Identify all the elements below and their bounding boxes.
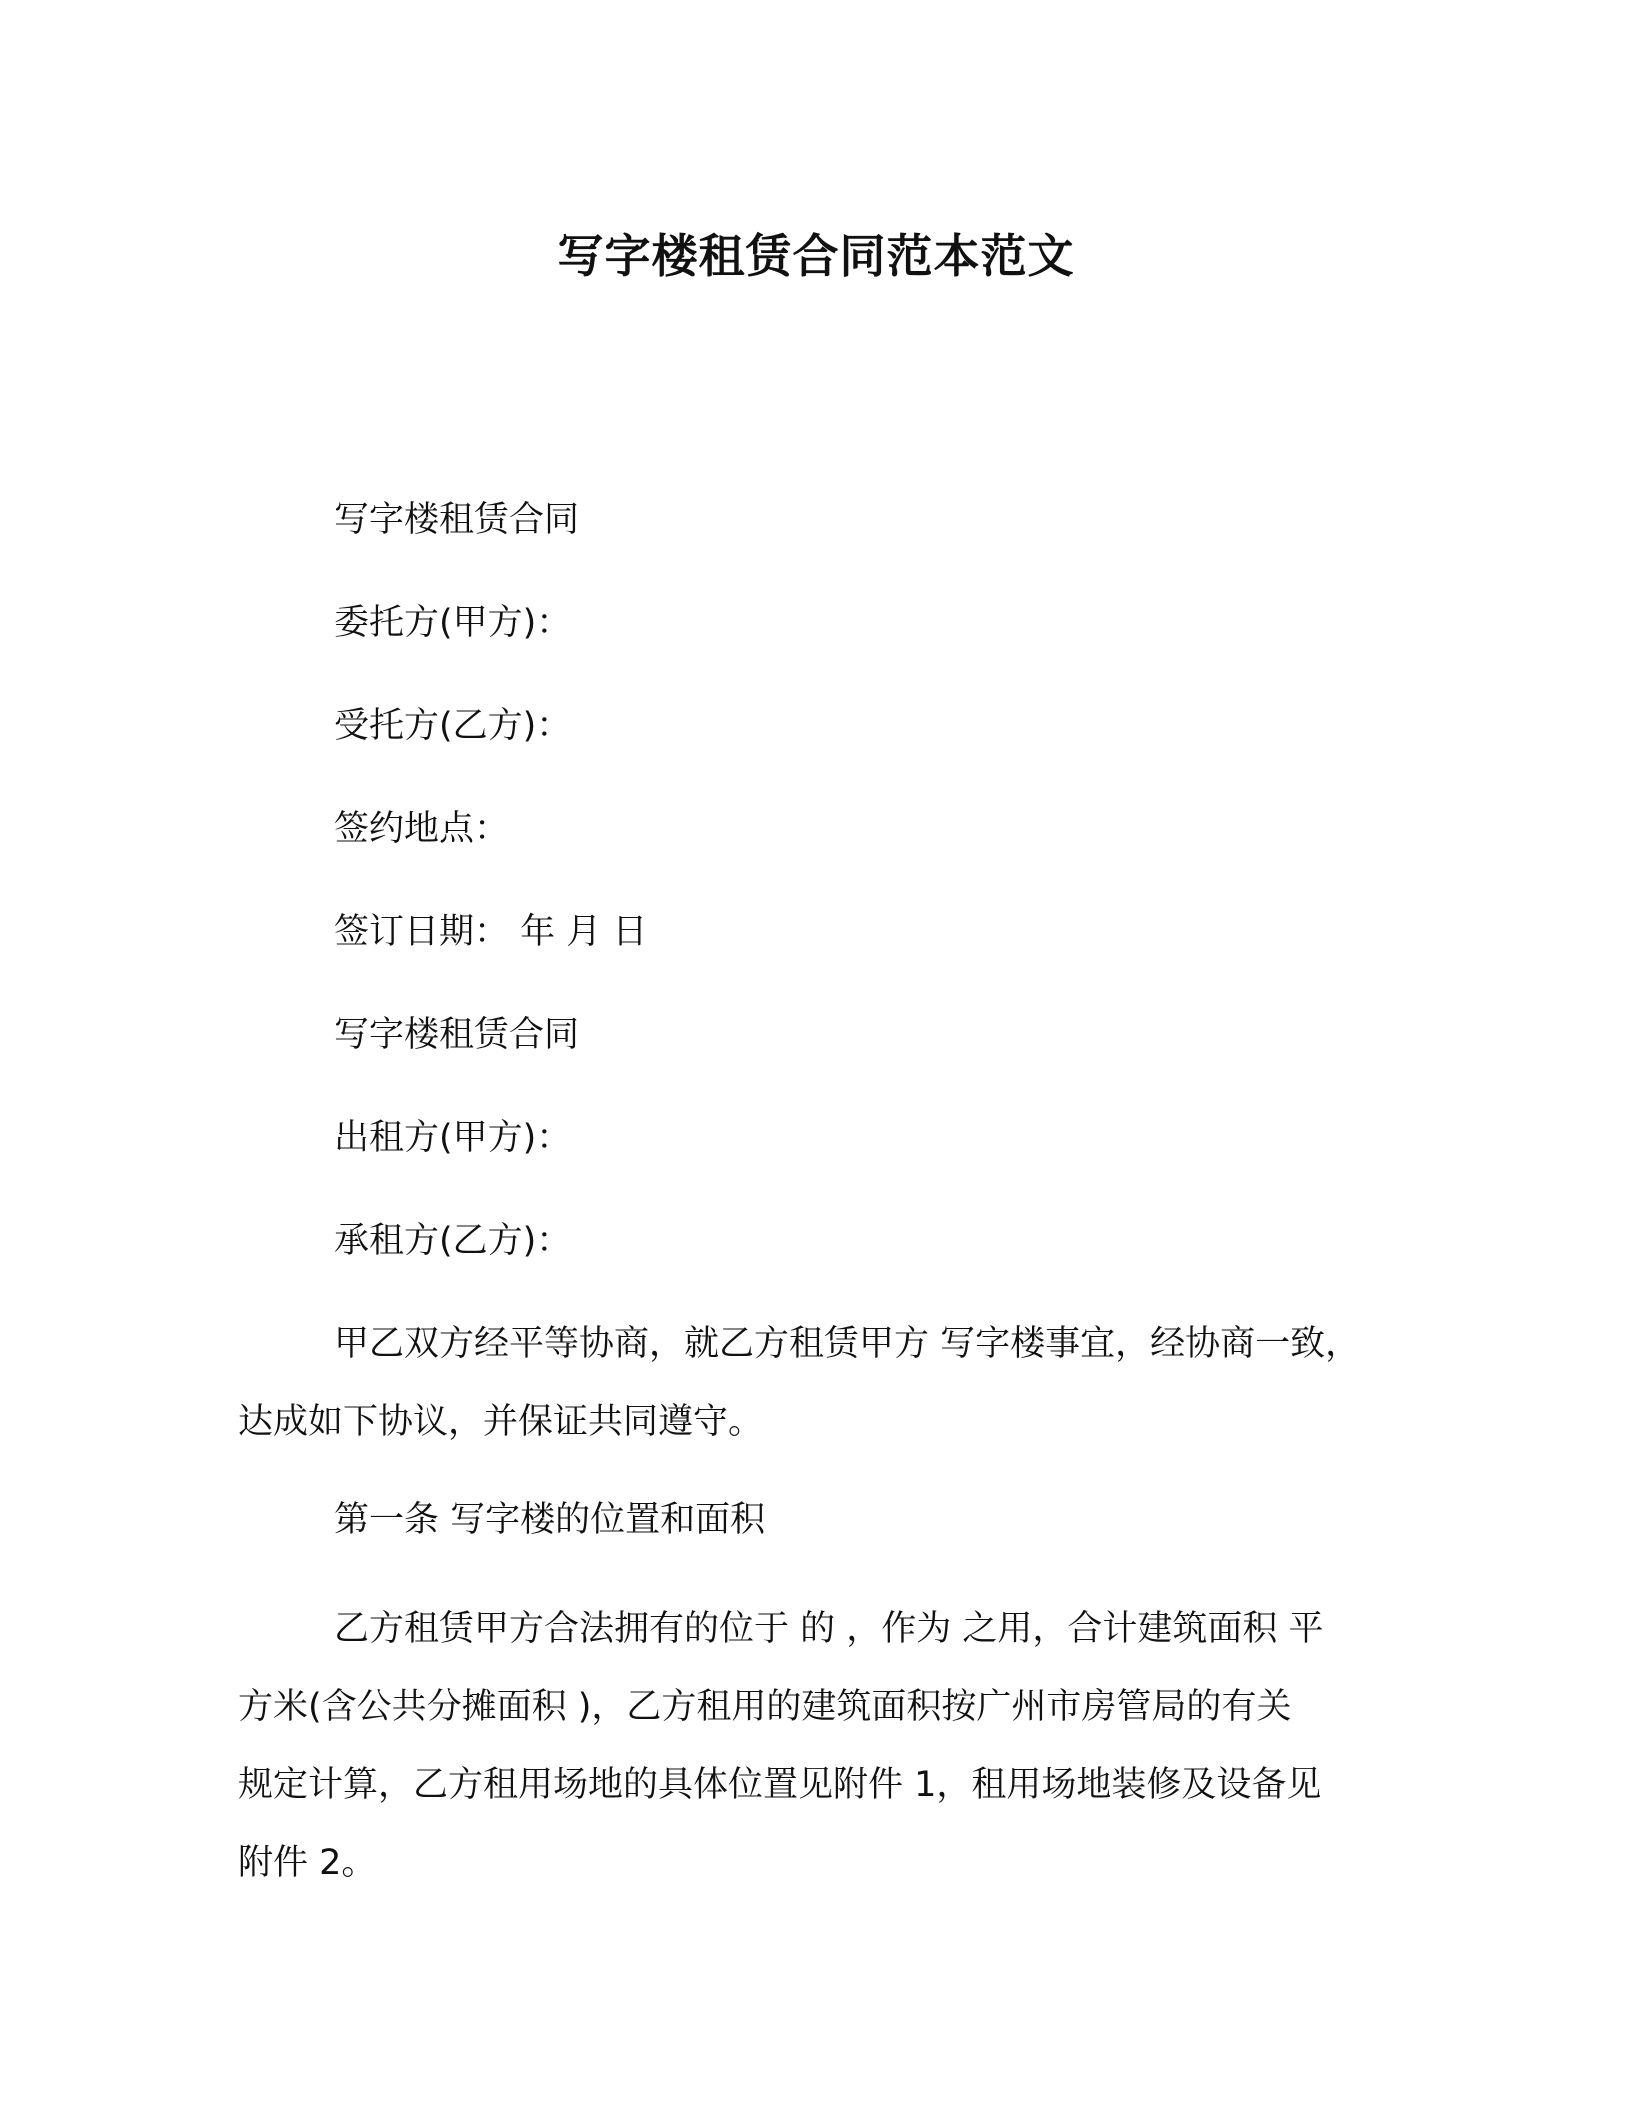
article-1-body-line-4: 附件 2。: [238, 1843, 377, 1883]
article-1-body-line-2: 方米(含公共分摊面积 )，乙方租用的建筑面积按广州市房管局的有关: [238, 1687, 1292, 1727]
article-1-body-line-3: 规定计算，乙方租用场地的具体位置见附件 1，租用场地装修及设备见: [238, 1765, 1322, 1805]
article-1-body: [238, 1590, 1418, 1902]
header-line-contract-name: 写字楼租赁合同: [334, 500, 580, 540]
header-line-entrusting-party: 委托方(甲方)：: [334, 603, 572, 643]
article-1-heading: 第一条 写字楼的位置和面积: [334, 1500, 766, 1540]
intro-paragraph-line-1: 甲乙双方经平等协商，就乙方租赁甲方 写字楼事宜，经协商一致，: [334, 1324, 1361, 1364]
header-line-entrusted-party: 受托方(乙方)：: [334, 706, 572, 746]
intro-paragraph-line-2: 达成如下协议，并保证共同遵守。: [238, 1402, 764, 1442]
header-line-contract-name-2: 写字楼租赁合同: [334, 1015, 580, 1055]
header-line-signing-date: 签订日期： 年 月 日: [334, 912, 648, 952]
header-line-lessee: 承租方(乙方)：: [334, 1221, 572, 1261]
header-line-signing-place: 签约地点：: [334, 809, 510, 849]
document-title: 写字楼租赁合同范本范文: [557, 229, 1075, 283]
intro-paragraph: [238, 1305, 1418, 1461]
header-line-lessor: 出租方(甲方)：: [334, 1118, 572, 1158]
article-1-body-line-1: 乙方租赁甲方合法拥有的位于 的 ，作为 之用，合计建筑面积 平: [334, 1609, 1324, 1649]
